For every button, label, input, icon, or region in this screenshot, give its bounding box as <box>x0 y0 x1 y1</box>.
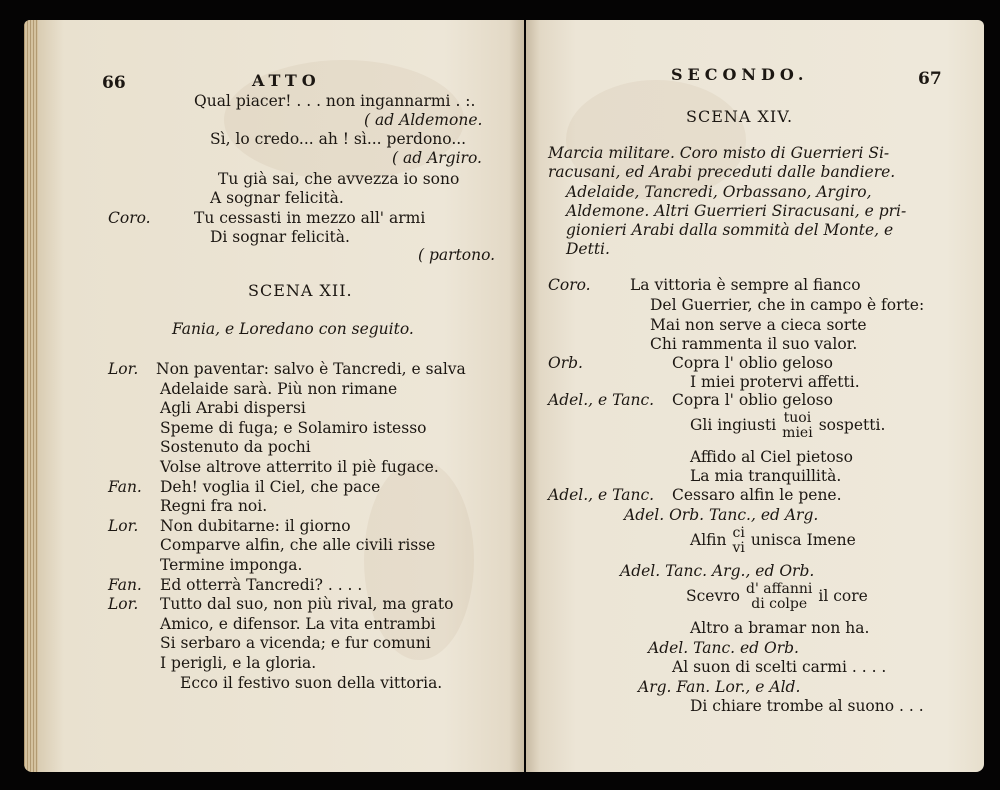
speaker-label: Adel., e Tanc. <box>548 391 655 409</box>
dialogue-line: Termine imponga. <box>160 556 303 574</box>
running-head: ATTO <box>252 71 321 90</box>
verse-line: A sognar felicità. <box>210 189 344 207</box>
verse-line: Di sognar felicità. <box>210 228 350 246</box>
stage-direction-line: Adelaide, Tancredi, Orbassano, Argiro, <box>566 183 872 201</box>
verse-line: Altro a bramar non ha. <box>690 619 870 637</box>
speaker-group: Arg. Fan. Lor., e Ald. <box>638 678 801 696</box>
dialogue-line: Deh! voglia il Ciel, che pace <box>160 478 381 496</box>
dialogue-line: Non dubitarne: il giorno <box>160 517 351 535</box>
stage-direction-line: Detti. <box>566 240 610 258</box>
verse-line: Affido al Ciel pietoso <box>690 448 853 466</box>
scene-direction: Fania, e Loredano con seguito. <box>172 320 414 338</box>
speaker-label: Fan. <box>108 576 142 594</box>
speaker-label: Fan. <box>108 478 142 496</box>
verse-line-variant: Scevro d' affanni di colpe il core <box>686 581 868 612</box>
dialogue-line: Comparve alfin, che alle civili risse <box>160 536 436 554</box>
page-number: 67 <box>918 69 942 89</box>
verse-line: Di chiare trombe al suono . . . <box>690 697 924 715</box>
verse-line: Tu già sai, che avvezza io sono <box>218 170 460 188</box>
stage-note: ( ad Argiro. <box>392 149 482 167</box>
page-edges <box>24 20 38 772</box>
dialogue-line: Ed otterrà Tancredi? . . . . <box>160 576 363 594</box>
open-book <box>24 20 984 772</box>
speaker-group: Adel. Tanc. Arg., ed Orb. <box>620 562 815 580</box>
page-number: 66 <box>102 73 126 93</box>
stage-direction-line: racusani, ed Arabi preceduti dalle bandiere. <box>548 163 896 181</box>
stage-direction-line: Marcia militare. Coro misto di Guerrieri Si- <box>548 144 890 162</box>
verse-line: La vittoria è sempre al fianco <box>630 276 861 294</box>
verse-line: Cessaro alfin le pene. <box>672 486 842 504</box>
scene-title: SCENA XIV. <box>686 107 794 126</box>
speaker-group: Adel. Tanc. ed Orb. <box>648 639 799 657</box>
dialogue-line: Agli Arabi dispersi <box>160 399 306 417</box>
speaker-label: Lor. <box>108 517 139 535</box>
verse-line: Mai non serve a cieca sorte <box>650 316 867 334</box>
verse-line: Tu cessasti in mezzo all' armi <box>194 209 426 227</box>
stage-direction-line: gionieri Arabi dalla sommità del Monte, e <box>566 221 894 239</box>
verse-line: Qual piacer! . . . non ingannarmi . :. <box>194 92 476 110</box>
speaker-label: Adel., e Tanc. <box>548 486 655 504</box>
verse-line: Chi rammenta il suo valor. <box>650 335 858 353</box>
verse-line: Sì, lo credo... ah ! sì... perdono... <box>210 130 467 148</box>
speaker-group: Adel. Orb. Tanc., ed Arg. <box>624 506 819 524</box>
verse-line: Del Guerrier, che in campo è forte: <box>650 296 925 314</box>
verse-line-variant: Alfin ci vi unisca Imene <box>690 525 856 556</box>
speaker-label: Coro. <box>548 276 591 294</box>
stage-note: ( partono. <box>418 246 496 264</box>
right-page <box>526 20 984 772</box>
verse-line: Al suon di scelti carmi . . . . <box>672 658 887 676</box>
running-head: SECONDO. <box>671 65 809 84</box>
dialogue-line: Tutto dal suo, non più rival, ma grato <box>160 595 454 613</box>
speaker-label: Coro. <box>108 209 151 227</box>
dialogue-line: Volse altrove atterrito il piè fugace. <box>160 458 439 476</box>
verse-line: Copra l' oblio geloso <box>672 391 833 409</box>
verse-line: I miei protervi affetti. <box>690 373 860 391</box>
dialogue-line: Speme di fuga; e Solamiro istesso <box>160 419 427 437</box>
stage-direction-line: Aldemone. Altri Guerrieri Siracusani, e pri- <box>566 202 907 220</box>
dialogue-line: Sostenuto da pochi <box>160 438 311 456</box>
speaker-label: Orb. <box>548 354 583 372</box>
verse-line: Copra l' oblio geloso <box>672 354 833 372</box>
dialogue-line: Adelaide sarà. Più non rimane <box>160 380 398 398</box>
speaker-label: Lor. <box>108 360 139 378</box>
verse-line-variant: Gli ingiusti tuoi miei sospetti. <box>690 410 886 441</box>
dialogue-line: Regni fra noi. <box>160 497 268 515</box>
dialogue-line: Non paventar: salvo è Tancredi, e salva <box>156 360 466 378</box>
stage-note: ( ad Aldemone. <box>364 111 483 129</box>
dialogue-line: Ecco il festivo suon della vittoria. <box>180 674 443 692</box>
dialogue-line: Amico, e difensor. La vita entrambi <box>160 615 436 633</box>
verse-line: La mia tranquillità. <box>690 467 842 485</box>
scene-title: SCENA XII. <box>248 281 353 300</box>
speaker-label: Lor. <box>108 595 139 613</box>
dialogue-line: Si serbaro a vicenda; e fur comuni <box>160 634 431 652</box>
dialogue-line: I perigli, e la gloria. <box>160 654 317 672</box>
left-page <box>24 20 524 772</box>
